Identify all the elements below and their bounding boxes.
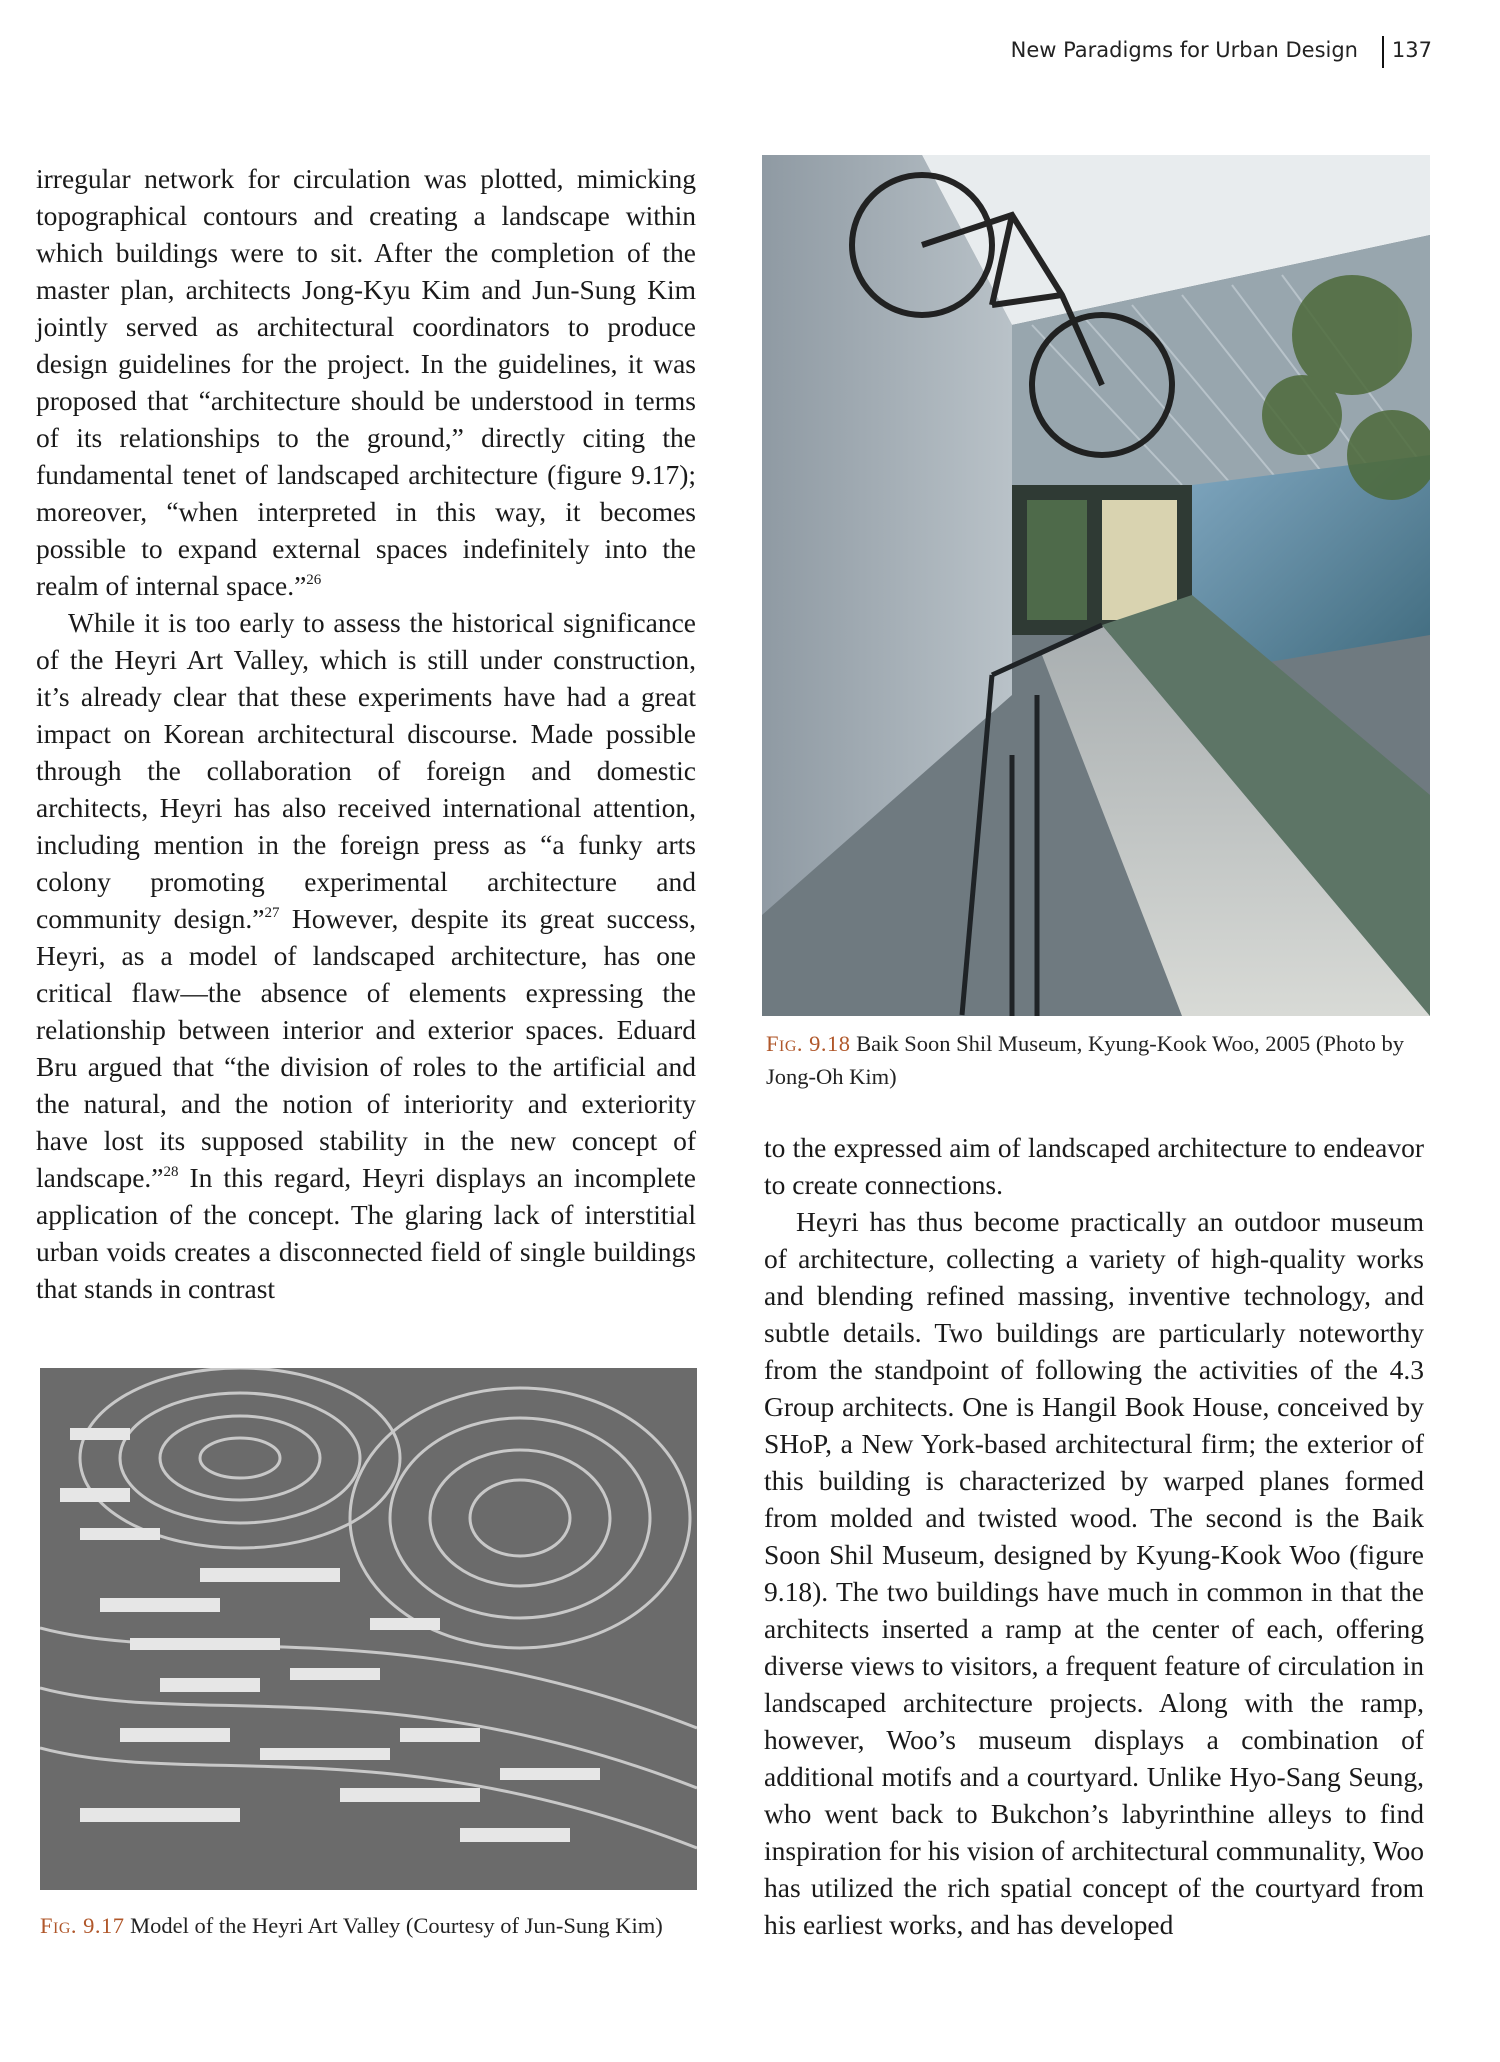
footnote-ref-26: 26: [306, 572, 322, 588]
figure-9-18-label: Fig. 9.18: [766, 1031, 851, 1056]
page-number: 137: [1391, 38, 1432, 62]
paragraph-outdoor-museum: Heyri has thus become practically an outdoor museum of architecture, collecting a variety of high-quality works and blending refined massing, inventive technology, and subtle details. Two buildings are particularly noteworthy from the standpoint of following the activities of the 4.3 Group architects. One is Hangil Book House, conceived by SHoP, a New York-based architectural firm; the exterior of this building is characterized by warped planes formed from molded and twisted wood. The second is the Baik Soon Shil Museum, designed by Kyung-Kook Woo (figure 9.18). The two buildings have much in common in that the architects inserted a ramp at the center of each, offering diverse views to visitors, a frequent feature of circulation in landscaped architecture projects. Along with the ramp, however, Woo’s museum displays a combination of additional motifs and a courtyard. Unlike Hyo-Sang Seung, who went back to Bukchon’s labyrinthine alleys to find inspiration for his vision of architectural communality, Woo has utilized the rich spatial concept of the courtyard from his earliest works, and has developed: [764, 1206, 1424, 1940]
figure-9-17-caption-text: Model of the Heyri Art Valley (Courtesy of Jun-Sung Kim): [130, 1913, 663, 1938]
paragraph-continuation-right: to the expressed aim of landscaped architecture to endeavor to create connections.: [764, 1132, 1424, 1200]
left-text-column: [36, 160, 696, 1307]
running-head-divider: [1382, 36, 1384, 68]
paragraph-continuation: irregular network for circulation was plotted, mimicking topographical contours and creating a landscape within which buildings were to sit. After the completion of the master plan, architects Jong-Kyu Kim and Jun-Sung Kim jointly served as architectural coordinators to produce design guidelines for the project. In the guidelines, it was proposed that “architecture should be understood in terms of its relationships to the ground,” directly citing the fundamental tenet of landscaped architecture (figure 9.17); moreover, “when interpreted in this way, it becomes possible to expand external spaces indefinitely into the realm of internal space.”$^{26}$: [36, 163, 696, 601]
right-text-column: [764, 1129, 1424, 1943]
footnote-ref-27: 27: [264, 905, 280, 921]
footnote-ref-28: 28: [163, 1164, 179, 1180]
museum-ramp-photo: [762, 155, 1430, 1016]
paragraph-heyri-assessment: While it is too early to assess the historical significance of the Heyri Art Valley, which is still under construction, it’s already clear that these experiments have had a great impact on Korean architectural discourse. Made possible through the collaboration of foreign and domestic architects, Heyri has also received international attention, including mention in the foreign press as “a funky arts colony promoting experimental architecture and community design.”$^{27}$ However, despite its great success, Heyri, as a model of landscaped architecture, has one critical flaw—the absence of elements expressing the relationship between interior and exterior spaces. Eduard Bru argued that “the division of roles to the artificial and the natural, and the notion of interiority and exteriority have lost its supposed stability in the new concept of landscape.”$^{28}$ In this regard, Heyri displays an incomplete application of the concept. The glaring lack of interstitial urban voids creates a disconnected field of single buildings that stands in contrast: [36, 607, 696, 1304]
figure-9-17-label: Fig. 9.17: [40, 1913, 125, 1938]
running-head-title: New Paradigms for Urban Design: [1010, 38, 1358, 62]
figure-9-18-caption-text: Baik Soon Shil Museum, Kyung-Kook Woo, 2005 (Photo by Jong-Oh Kim): [766, 1031, 1404, 1089]
figure-9-17-photo: [40, 1368, 697, 1890]
running-head: [980, 36, 1450, 68]
figure-9-17-caption: [40, 1909, 700, 1942]
figure-9-18-photo: [762, 155, 1430, 1016]
heyri-model-photo: [40, 1368, 697, 1890]
figure-9-18-caption: [766, 1027, 1426, 1093]
